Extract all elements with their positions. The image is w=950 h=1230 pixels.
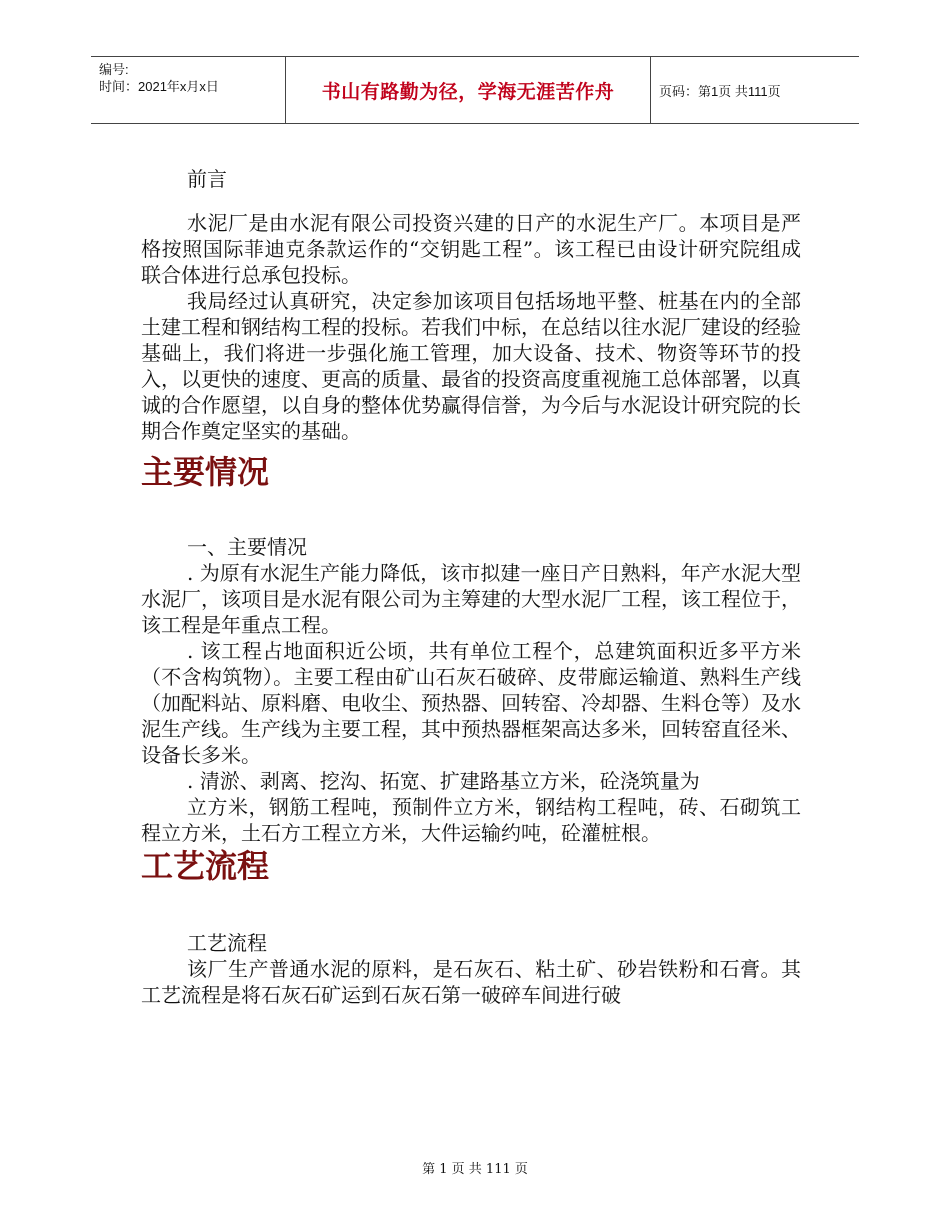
preface-paragraph: 水泥厂是由水泥有限公司投资兴建的日产的水泥生产厂。本项目是严格按照国际菲迪克条款运作的“交钥匙工程”。该工程已由设计研究院组成联合体进行总承包投标。 bbox=[141, 211, 801, 287]
body-paragraph: 立方米，钢筋工程吨，预制件立方米，钢结构工程吨，砖、石砌筑工程立方米，土石方工程立方米，大件运输约吨，砼灌桩根。 bbox=[141, 795, 801, 845]
section-title: 工艺流程 bbox=[187, 931, 267, 955]
document-code-label: 编号: bbox=[99, 62, 129, 77]
section-heading: 工艺流程 bbox=[141, 847, 270, 885]
document-time: 时间：2021年x月x日 bbox=[99, 79, 219, 94]
page-header bbox=[91, 56, 859, 124]
page-footer: 第 1 页 共 111 页 bbox=[422, 1162, 528, 1177]
body-paragraph: . 该工程占地面积近公顷，共有单位工程个，总建筑面积近多平方米（不含构筑物）。主要工程由矿山石灰石破碎、皮带廊运输道、熟料生产线（加配料站、原料磨、电收尘、预热器、回转窑、冷却器、生料仓等）及水泥生产线。生产线为主要工程，其中预热器框架高达多米，回转窑直径米、设备长多米。 bbox=[141, 639, 801, 767]
body-paragraph: . 清淤、剥离、挖沟、拓宽、扩建路基立方米，砼浇筑量为 bbox=[187, 769, 700, 793]
header-page-info: 页码：第1页 共111页 bbox=[659, 83, 781, 99]
header-meta bbox=[91, 57, 285, 123]
body-paragraph: 该厂生产普通水泥的原料，是石灰石、粘土矿、砂岩铁粉和石膏。其工艺流程是将石灰石矿运到石灰石第一破碎车间进行破 bbox=[141, 957, 801, 1007]
header-motto-cell bbox=[285, 57, 651, 123]
section-heading: 主要情况 bbox=[141, 453, 270, 491]
header-motto: 书山有路勤为径，学海无涯苦作舟 bbox=[321, 80, 615, 103]
section-title: 一、主要情况 bbox=[187, 535, 307, 559]
document-body bbox=[141, 166, 801, 1008]
body-paragraph: . 为原有水泥生产能力降低，该市拟建一座日产日熟料，年产水泥大型水泥厂，该项目是水泥有限公司为主筹建的大型水泥厂工程，该工程位于，该工程是年重点工程。 bbox=[141, 561, 801, 637]
preface-title: 前言 bbox=[187, 167, 227, 191]
preface-paragraph: 我局经过认真研究，决定参加该项目包括场地平整、桩基在内的全部土建工程和钢结构工程的投标。若我们中标，在总结以往水泥厂建设的经验基础上，我们将进一步强化施工管理，加大设备、技术、物资等环节的投入，以更快的速度、更高的质量、最省的投资高度重视施工总体部署，以真诚的合作愿望，以自身的整体优势赢得信誉，为今后与水泥设计研究院的长期合作奠定坚实的基础。 bbox=[141, 289, 801, 443]
